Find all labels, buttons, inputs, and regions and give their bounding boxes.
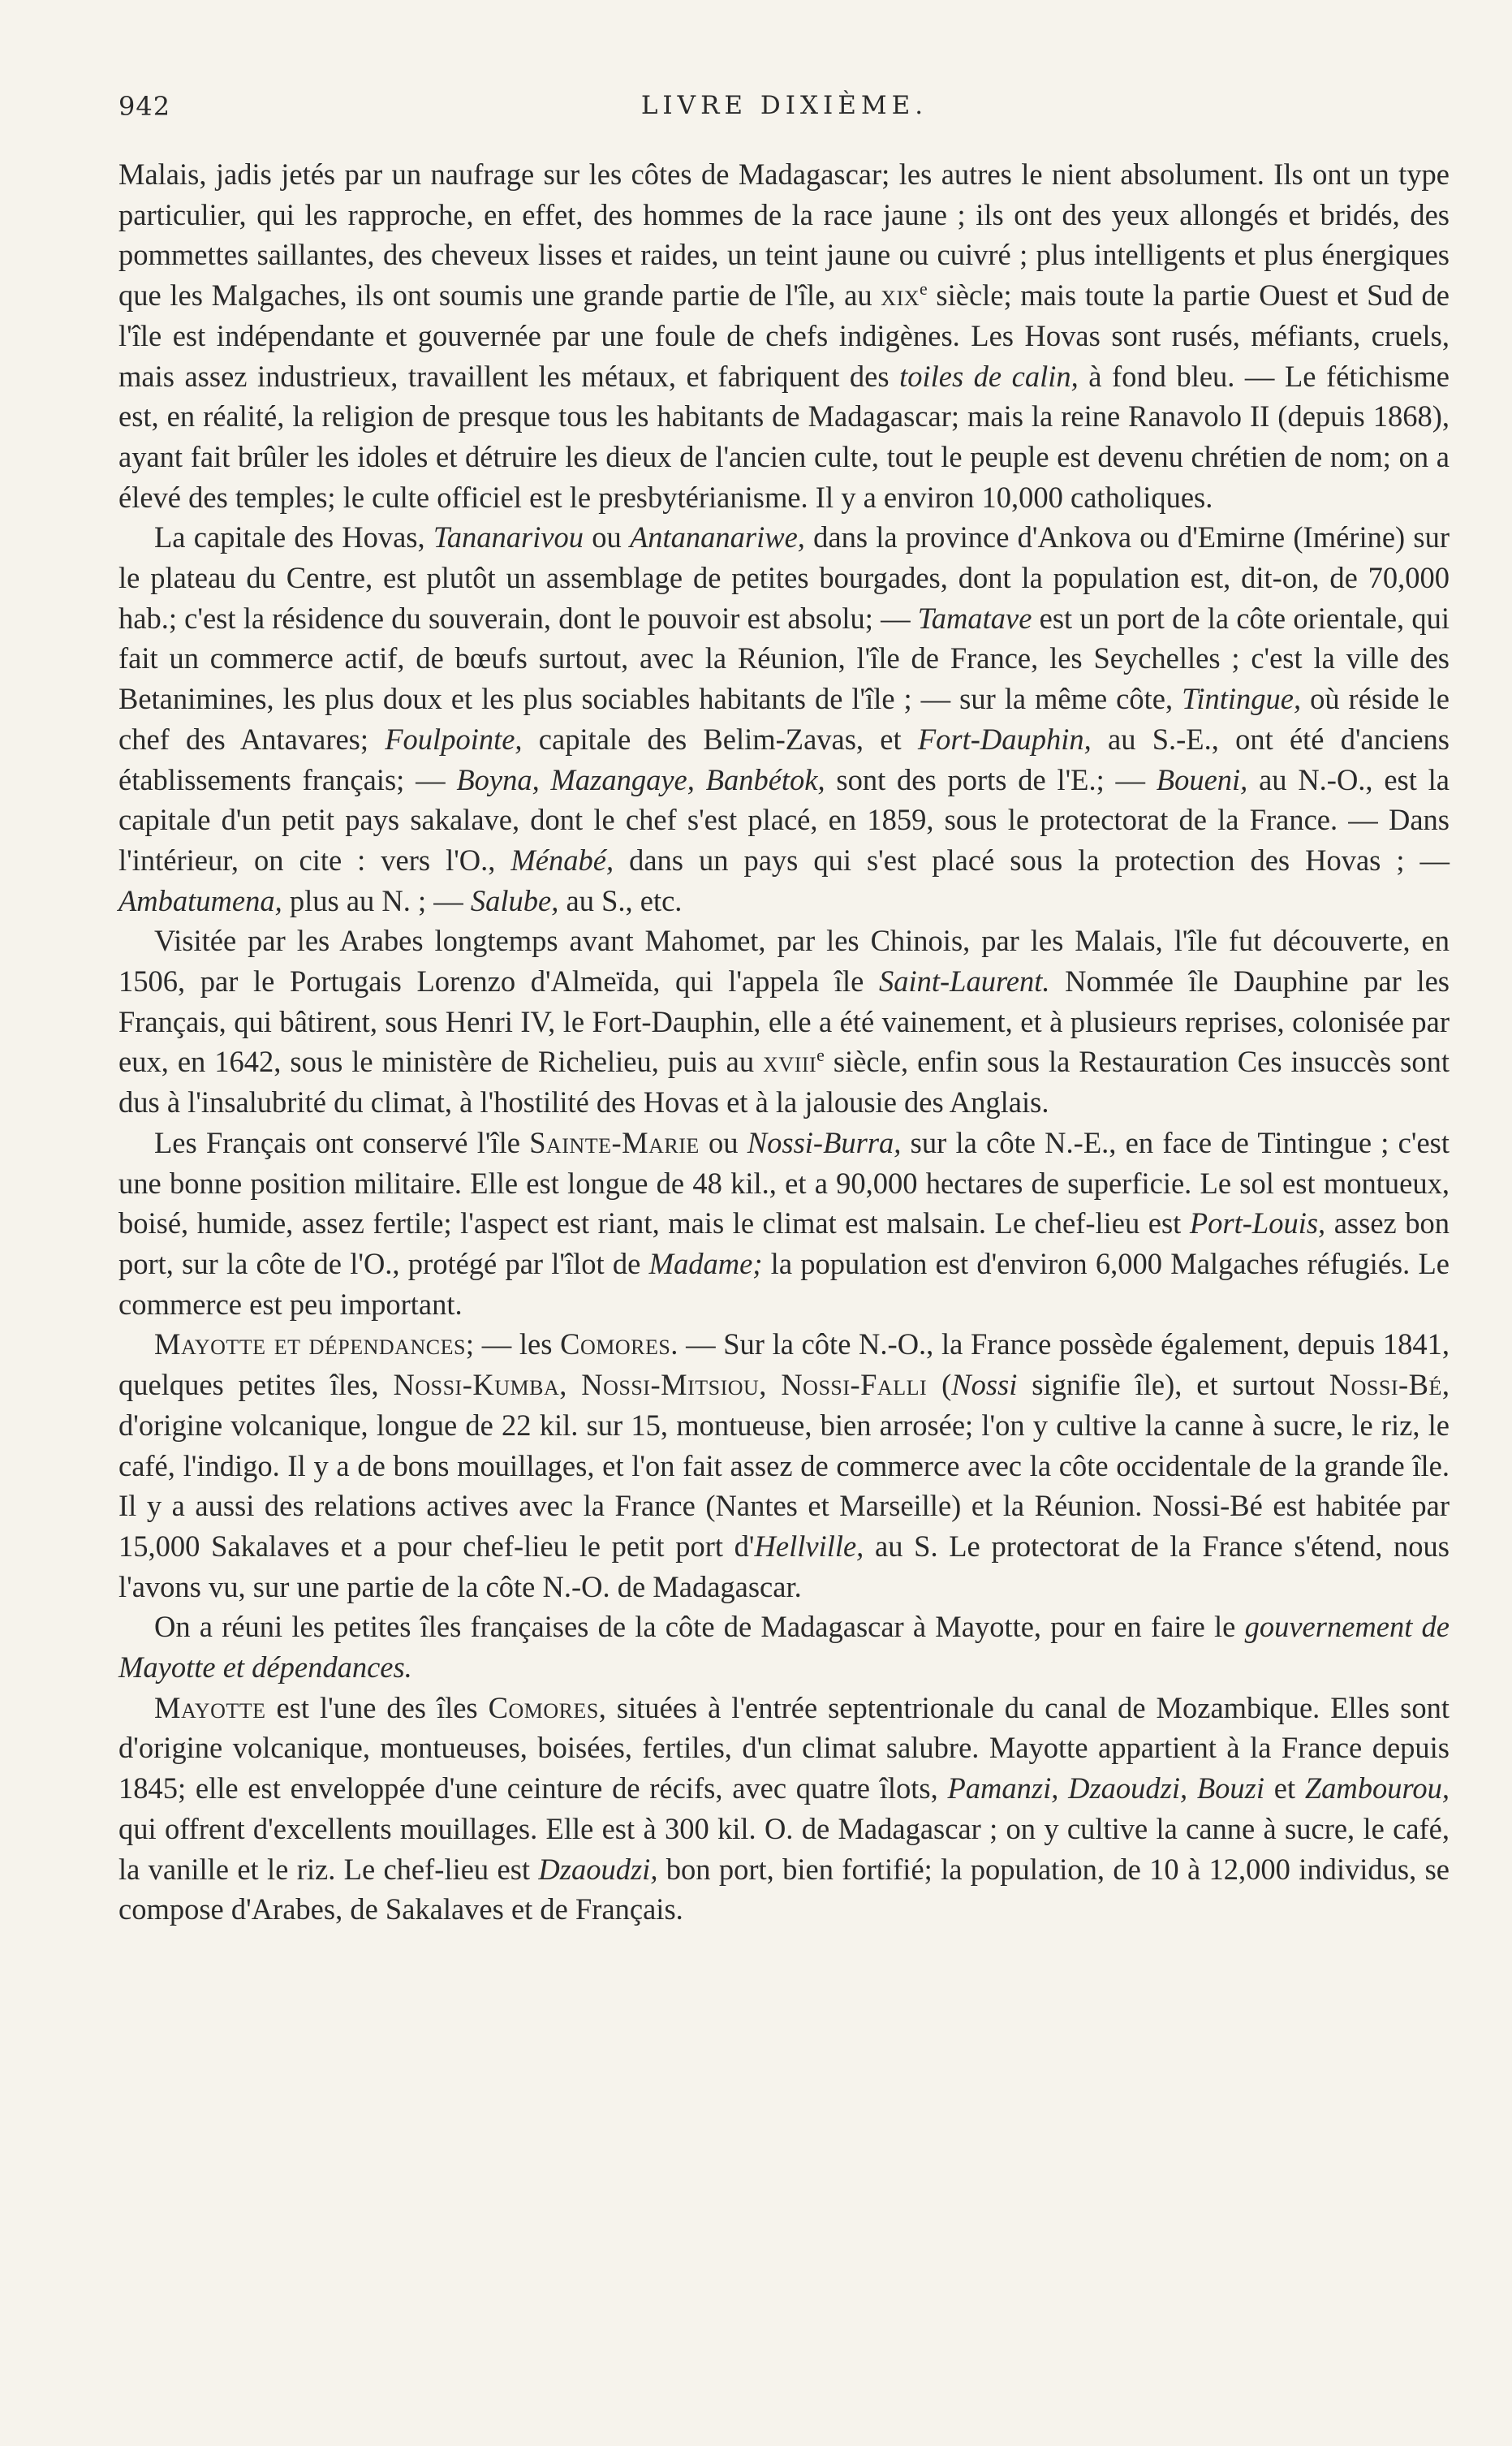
text-segment: Mayotte et dépendances <box>154 1327 466 1361</box>
paragraph-capitale-hovas <box>118 517 1450 921</box>
text-segment: qui offrent d'excellents mouillages. Elle est à 300 kil. O. de Madagascar ; on y cultive la canne à sucre, le café, la vanille et le riz. Le chef-lieu est <box>118 1811 1450 1886</box>
text-segment: Saint-Laurent. <box>878 964 1050 999</box>
text-segment: à fond bleu. — Le fétichisme est, en réalité, la religion de presque tous les habitants de Madagascar; mais la reine Ranavolo II (depuis 1868), ayant fait brûler les idoles et détruire les dieux de l'ancien culte, tout le peuple est devenu chrétien de nom; on a élevé des temples; le culte officiel est le presbytérianisme. Il y a environ 10,000 catholiques. <box>118 359 1450 514</box>
text-segment: e <box>816 1045 825 1066</box>
body-text <box>118 154 1450 1930</box>
text-segment: Nossi-Bé <box>1329 1368 1442 1402</box>
text-segment: Pamanzi, Dzaoudzi, Bouzi <box>947 1771 1265 1805</box>
text-segment: Tintingue, <box>1182 682 1302 716</box>
text-segment: Boyna, Mazangaye, Banbétok, <box>456 762 825 796</box>
text-segment: capitale des Belim-Zavas, et <box>522 722 918 756</box>
text-segment: siècle, enfin sous la Restauration Ces insuccès sont dus à l'insalubrité du climat, à l'hostilité des Hovas et à la jalousie des Anglais. <box>118 1045 1450 1119</box>
paragraph-gouvernement <box>118 1607 1450 1687</box>
page-header <box>118 91 1450 132</box>
text-segment: dans la province d'Ankova ou d'Emirne (Imérine) sur le plateau du Centre, est plutôt un assemblage de petites bourgades, dont la population est, dit-on, de 70,000 hab.; c'est la résidence du souverain, dont le pouvoir est absolu; — <box>118 520 1450 635</box>
text-segment: ou <box>584 520 630 554</box>
text-segment: Sainte-Marie <box>529 1125 700 1159</box>
text-segment: Salube, <box>470 883 559 917</box>
text-segment: gouvernement de Mayotte et dépendances. <box>118 1610 1450 1685</box>
text-segment: Hellville, <box>754 1529 864 1563</box>
text-segment: Boueni, <box>1156 762 1248 796</box>
paragraph-mayotte-dependances <box>118 1324 1450 1607</box>
text-segment: xviii <box>763 1045 817 1079</box>
text-segment: au S. Le protectorat de la France s'étend, nous l'avons vu, sur une partie de la côte N.-O. de Madagascar. <box>118 1529 1450 1603</box>
text-segment: la population est d'environ 6,000 Malgaches réfugiés. Le commerce est peu important. <box>118 1246 1450 1321</box>
text-segment: est l'une des îles <box>265 1690 489 1724</box>
text-segment: ou <box>699 1125 747 1159</box>
text-segment: au S., etc. <box>558 883 683 917</box>
text-segment: Antananariwe, <box>629 520 805 554</box>
text-segment: Ménabé, <box>510 843 614 877</box>
text-segment: Nossi <box>951 1368 1018 1402</box>
text-segment: Mayotte <box>154 1690 266 1724</box>
text-segment: , <box>559 1368 582 1402</box>
text-segment: Tananarivou <box>433 520 584 554</box>
text-segment: au S.-E., ont été d'anciens établissements français; — <box>118 722 1450 796</box>
text-segment: Comores <box>560 1327 671 1361</box>
text-segment: e <box>920 278 928 299</box>
text-segment: Nossi-Falli <box>781 1368 928 1402</box>
running-title: LIVRE DIXIÈME. <box>640 91 928 120</box>
page-number: 942 <box>118 91 171 122</box>
text-segment: siècle; mais toute la partie Ouest et Sud de l'île est indépendante et gouvernée par une foule de chefs indigènes. Les Hovas sont rusés, méfiants, cruels, mais assez industrieux, travaillent les métaux, et fabriquent des <box>118 278 1450 393</box>
text-segment: sur la côte N.-E., en face de Tintingue ; c'est une bonne position militaire. Elle est longue de 48 kil., et a 90,000 hectares de superficie. Le sol est montueux, boisé, humide, assez fertile; l'aspect est riant, mais le climat est malsain. Le chef-lieu est <box>118 1125 1450 1240</box>
text-segment: Comores <box>488 1690 599 1724</box>
text-segment: On a réuni les petites îles françaises de la côte de Madagascar à Mayotte, pour en faire le <box>154 1610 1245 1644</box>
text-segment: xix <box>881 278 920 313</box>
text-segment: Malais, jadis jetés par un naufrage sur les côtes de Madagascar; les autres le nient absolument. Ils ont un type particulier, qui les rapproche, en effet, des hommes de la race jaune ; ils ont des yeux allongés et bridés, des pommettes saillantes, des cheveux lisses et raides, un teint jaune ou cuivré ; plus intelligents et plus énergiques que les Malgaches, ils ont soumis une grande partie de l'île, au <box>118 157 1450 313</box>
text-segment: , situées à l'entrée septentrionale du canal de Mozambique. Elles sont d'origine volcanique, montueuses, boisées, fertiles, d'un climat salubre. Mayotte appartient à la France depuis 1845; elle est enveloppée d'une ceinture de récifs, avec quatre îlots, <box>118 1690 1450 1805</box>
text-segment: Nossi-Mitsiou <box>581 1368 760 1402</box>
paragraph-histoire <box>118 921 1450 1123</box>
paragraph-sainte-marie <box>118 1123 1450 1325</box>
text-segment: et <box>1264 1771 1305 1805</box>
text-segment: où réside le chef des Antavares; <box>118 682 1450 756</box>
text-segment: Fort-Dauphin, <box>917 722 1092 756</box>
text-segment: ( <box>927 1368 952 1402</box>
paragraph-malais <box>118 154 1450 517</box>
text-segment: bon port, bien fortifié; la population, de 10 à 12,000 individus, se compose d'Arabes, de Sakalaves et de Français. <box>118 1852 1450 1926</box>
text-segment: La capitale des Hovas, <box>154 520 433 554</box>
text-segment: dans un pays qui s'est placé sous la protection des Hovas ; — <box>614 843 1450 877</box>
text-segment: Tamatave <box>917 601 1032 635</box>
text-segment: signifie île), et surtout <box>1017 1368 1329 1402</box>
text-segment: Les Français ont conservé l'île <box>154 1125 530 1159</box>
text-segment: est un port de la côte orientale, qui fait un commerce actif, de bœufs surtout, avec la Réunion, l'île de France, les Seychelles ; c'est la ville des Betanimines, les plus doux et les plus sociables habitants de l'île ; — sur la même côte, <box>118 601 1450 716</box>
text-segment: Foulpointe, <box>385 722 523 756</box>
text-segment: Visitée par les Arabes longtemps avant Mahomet, par les Chinois, par les Malais, l'île fut découverte, en 1506, par le Portugais Lorenzo d'Almeïda, qui l'appela île <box>118 924 1450 999</box>
text-segment: Dzaoudzi, <box>538 1852 658 1886</box>
text-segment: . — Sur la côte N.-O., la France possède également, depuis 1841, quelques petites îles, <box>118 1327 1450 1402</box>
text-segment: , <box>759 1368 782 1402</box>
text-segment: Madame; <box>648 1246 763 1280</box>
text-segment: Ambatumena, <box>118 883 282 917</box>
text-segment: assez bon port, sur la côte de l'O., protégé par l'îlot de <box>118 1206 1450 1280</box>
text-segment: au N.-O., est la capitale d'un petit pays sakalave, dont le chef s'est placé, en 1859, sous le protectorat de la France. — Dans l'intérieur, on cite : vers l'O., <box>118 762 1450 877</box>
paragraph-mayotte-comores <box>118 1688 1450 1930</box>
text-segment: plus au N. ; — <box>282 883 471 917</box>
text-segment: toiles de calin, <box>899 359 1079 393</box>
text-segment: Nossi-Burra, <box>747 1125 902 1159</box>
text-segment: , d'origine volcanique, longue de 22 kil. sur 15, montueuse, bien arrosée; l'on y cultive la canne à sucre, le riz, le café, l'indigo. Il y a de bons mouillages, et l'on fait assez de commerce avec la côte occidentale de la grande île. Il y a aussi des relations actives avec la France (Nantes et Marseille) et la Réunion. Nossi-Bé est habitée par 15,000 Sakalaves et a pour chef-lieu le petit port d' <box>118 1368 1450 1563</box>
text-segment: sont des ports de l'E.; — <box>825 762 1157 796</box>
text-segment: Nommée île Dauphine par les Français, qui bâtirent, sous Henri IV, le Fort-Dauphin, elle a été vainement, et à plusieurs reprises, colonisée par eux, en 1642, sous le ministère de Richelieu, puis au <box>118 964 1450 1079</box>
text-segment: Zambourou, <box>1304 1771 1450 1805</box>
text-segment: Nossi-Kumba <box>393 1368 560 1402</box>
text-segment: Port-Louis, <box>1189 1206 1326 1240</box>
text-segment: ; — les <box>465 1327 561 1361</box>
